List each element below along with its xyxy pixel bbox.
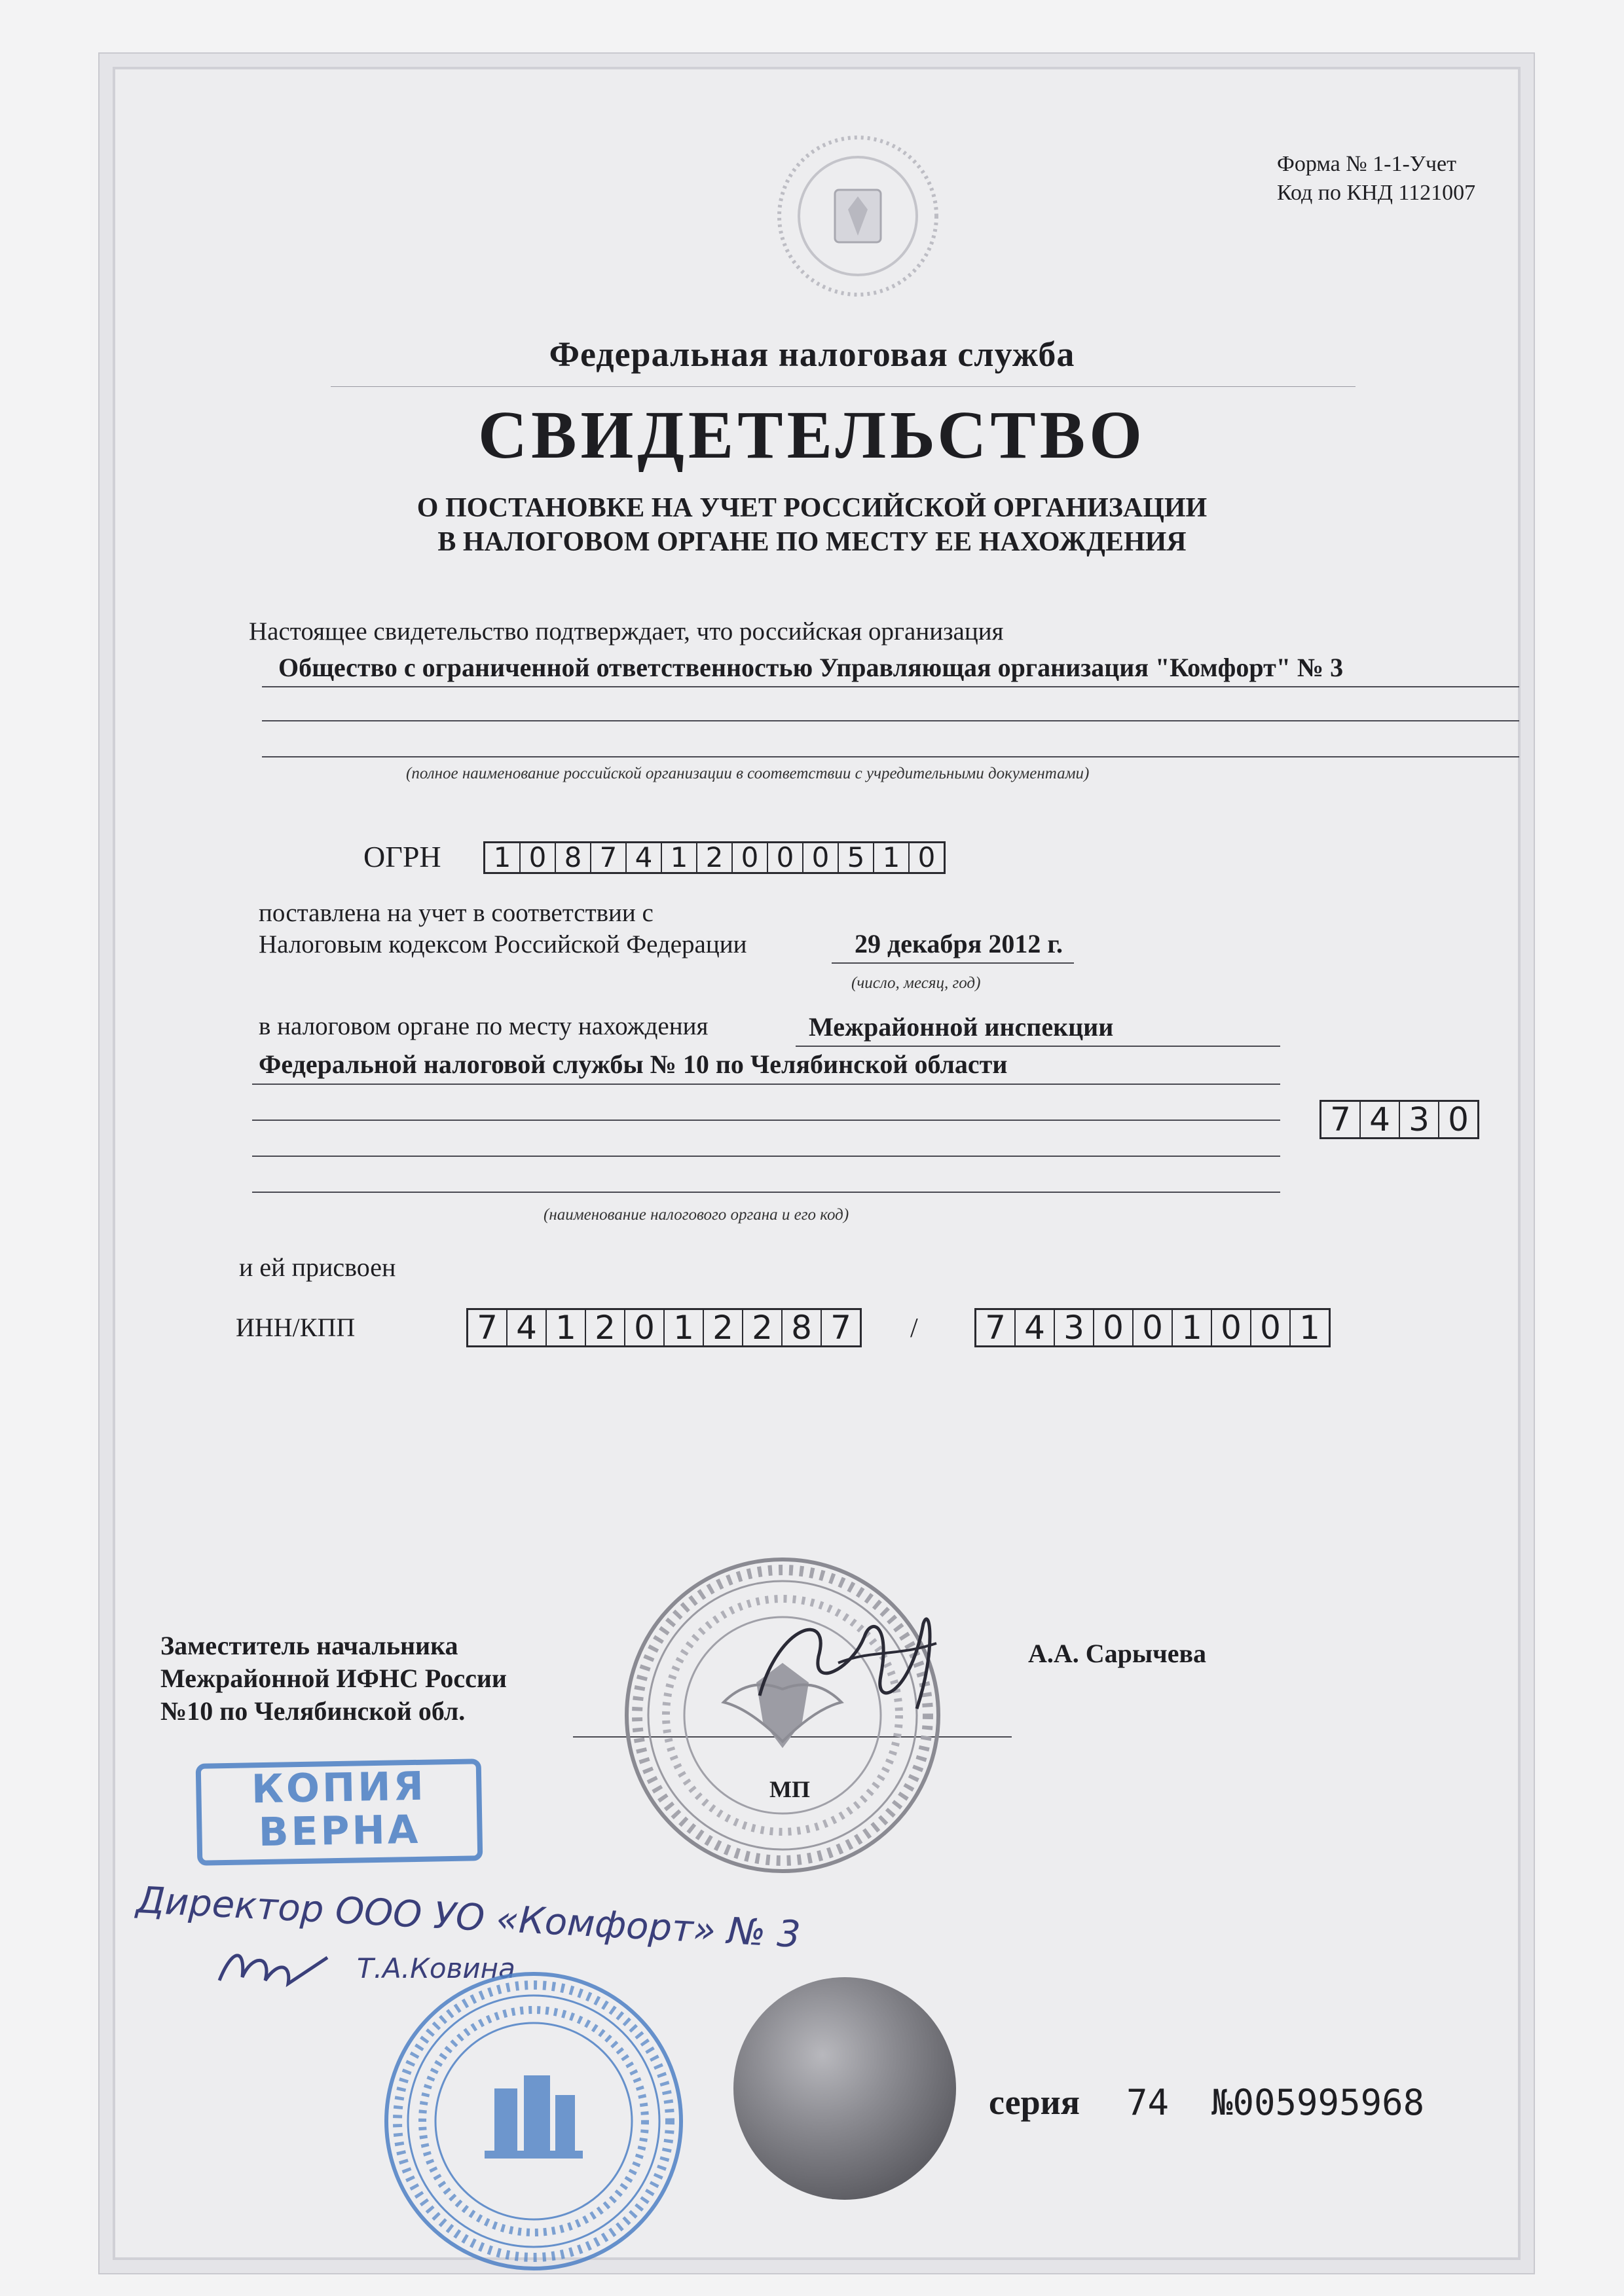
hologram-sticker <box>733 1977 956 2200</box>
organization-caption: (полное наименование российской организации в соответствии с учредительными документами) <box>406 765 1090 782</box>
kpp-boxes <box>974 1308 1331 1347</box>
inn-digit: 4 <box>507 1310 547 1345</box>
ogrn-digit: 8 <box>556 843 591 872</box>
org-line-3 <box>262 756 1519 757</box>
kpp-digit: 1 <box>1299 1309 1320 1347</box>
mp-label: МП <box>769 1776 810 1802</box>
inn-digit: 0 <box>625 1310 665 1345</box>
inn-kpp-label: ИНН/КПП <box>236 1313 356 1342</box>
ogrn-digit: 0 <box>768 843 803 872</box>
registered-text-line2: Налоговым кодексом Российской Федерации <box>259 930 747 958</box>
inn-digit: 7 <box>468 1310 507 1345</box>
inn-digit: 1 <box>665 1310 704 1345</box>
authority-code-digit: 3 <box>1400 1102 1439 1137</box>
ogrn-digit: 0 <box>803 843 839 872</box>
ogrn-digit: 1 <box>485 843 521 872</box>
document-title: СВИДЕТЕЛЬСТВО <box>477 397 1147 473</box>
inn-digit: 2 <box>704 1310 743 1345</box>
copy-stamp-line2: ВЕРНА <box>258 1806 421 1856</box>
agency-name: Федеральная налоговая служба <box>549 335 1075 374</box>
document-subtitle-line1: О ПОСТАНОВКЕ НА УЧЕТ РОССИЙСКОЙ ОРГАНИЗАЦИИ <box>416 493 1208 523</box>
kpp-digit: 3 <box>1055 1310 1094 1345</box>
handwritten-certification: Директор ООО УО «Комфорт» № 3 <box>135 1879 802 1957</box>
handwritten-signature-icon <box>213 1941 337 2000</box>
ogrn-digit: 0 <box>917 841 936 873</box>
signer-position-line1: Заместитель начальника <box>160 1631 458 1660</box>
org-line-1 <box>262 686 1519 687</box>
copy-verified-stamp <box>196 1758 483 1866</box>
ogrn-digit: 4 <box>627 843 662 872</box>
copy-stamp-line1: КОПИЯ <box>251 1763 427 1813</box>
signer-name: А.А. Сарычева <box>1028 1639 1207 1668</box>
emblem-rosette-icon <box>773 131 943 301</box>
kpp-digit: 0 <box>1094 1310 1134 1345</box>
authority-line-4 <box>252 1156 1280 1157</box>
kpp-digit: 4 <box>1016 1310 1055 1345</box>
ogrn-digit: 7 <box>591 843 627 872</box>
registered-text-line1: поставлена на учет в соответствии с <box>259 899 654 927</box>
company-seal-icon <box>380 1967 688 2275</box>
kpp-digit: 0 <box>1212 1310 1251 1345</box>
inn-digit: 7 <box>830 1309 851 1347</box>
serial-number: №005995968 <box>1211 2082 1425 2123</box>
authority-code-boxes <box>1320 1100 1479 1139</box>
serial-series: 74 <box>1126 2082 1170 2123</box>
assigned-text: и ей присвоен <box>239 1252 396 1282</box>
authority-intro: в налоговом органе по месту нахождения <box>259 1012 709 1040</box>
ogrn-digit: 0 <box>521 843 556 872</box>
inn-digit: 8 <box>783 1310 822 1345</box>
ogrn-label: ОГРН <box>363 840 441 873</box>
kpp-digit: 0 <box>1134 1310 1173 1345</box>
authority-code-digit: 0 <box>1448 1101 1469 1139</box>
serial-label: серия <box>989 2083 1080 2122</box>
signer-position-line2: Межрайонной ИФНС России <box>160 1664 507 1693</box>
authority-caption: (наименование налогового органа и его код) <box>544 1206 849 1224</box>
authority-code-digit: 7 <box>1321 1102 1361 1137</box>
org-line-2 <box>262 720 1519 721</box>
authority-line-2 <box>252 1084 1280 1085</box>
authority-line-1 <box>796 1046 1280 1047</box>
ogrn-digit: 1 <box>662 843 697 872</box>
authority-code-digit: 4 <box>1361 1102 1400 1137</box>
kpp-digit: 0 <box>1251 1310 1291 1345</box>
agency-underline <box>331 386 1356 387</box>
ogrn-digit: 2 <box>697 843 733 872</box>
registration-date: 29 декабря 2012 г. <box>855 929 1063 958</box>
intro-text: Настоящее свидетельство подтверждает, что российская организация <box>249 617 1004 646</box>
authority-name-line1: Межрайонной инспекции <box>809 1012 1114 1042</box>
inn-digit: 1 <box>547 1310 586 1345</box>
signature-scribble-icon <box>740 1597 956 1728</box>
ogrn-boxes <box>483 841 946 874</box>
ogrn-digit: 5 <box>839 843 874 872</box>
inn-digit: 2 <box>743 1310 783 1345</box>
organization-name: Общество с ограниченной ответственностью Управляющая организация "Комфорт" № 3 <box>278 653 1344 682</box>
form-number: Форма № 1-1-Учет <box>1277 152 1456 176</box>
ogrn-digit: 1 <box>874 843 910 872</box>
ogrn-digit: 0 <box>733 843 768 872</box>
inn-digit: 2 <box>586 1310 625 1345</box>
inn-kpp-separator: / <box>910 1313 918 1343</box>
authority-name-line2: Федеральной налоговой службы № 10 по Челябинской области <box>259 1049 1008 1079</box>
authority-line-5 <box>252 1192 1280 1193</box>
inn-boxes <box>466 1308 862 1347</box>
date-line <box>832 962 1074 964</box>
authority-line-3 <box>252 1120 1280 1121</box>
kpp-digit: 1 <box>1173 1310 1212 1345</box>
date-caption: (число, месяц, год) <box>851 974 981 992</box>
form-knd-code: Код по КНД 1121007 <box>1277 181 1476 205</box>
handwritten-initials: Т.А.Ковина <box>357 1952 515 1984</box>
kpp-digit: 7 <box>976 1310 1016 1345</box>
document-subtitle-line2: В НАЛОГОВОМ ОРГАНЕ ПО МЕСТУ ЕЕ НАХОЖДЕНИЯ <box>437 527 1187 557</box>
signer-position-line3: №10 по Челябинской обл. <box>160 1696 466 1726</box>
